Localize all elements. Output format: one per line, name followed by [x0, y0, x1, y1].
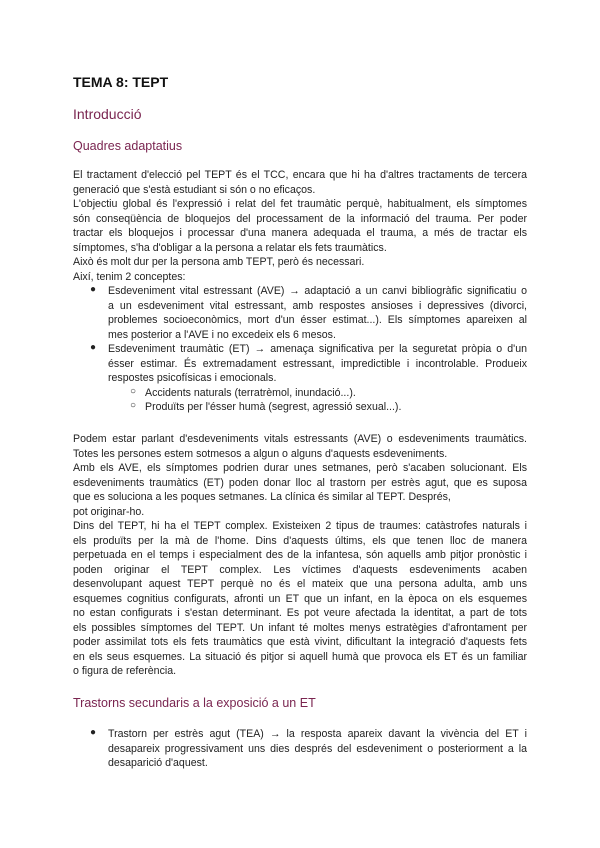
list-item-line: desapareix progressivament uns dies després del esdeveniment o posteriorment a la [108, 742, 527, 755]
bullet-dot: ● [90, 727, 97, 738]
paragraph-line: desenvolupant aquest TEPT perquè no és el mateix que una persona adulta, amb uns [73, 578, 527, 590]
paragraph-line: els produïts per la mà de l'home. Dins d'aquests últims, els que tenen lloc de manera [73, 534, 527, 547]
list-item-line: Esdeveniment traumàtic (ET) → amenaça significativa per la seguretat pròpia o d'un [108, 343, 527, 355]
list-item-line: mes posterior a l'AVE i no excedeix els 6 mesos. [108, 328, 336, 341]
paragraph-line: perpetuada en el temps i especialment des de la infantesa, són aquells amb pitjor pronòstic i [73, 549, 527, 561]
bullet-dot: ● [90, 284, 97, 295]
list-item-line: problemes socioeconòmics, mort d'un ésser estimat...). Els símptomes apareixen al [108, 314, 527, 326]
paragraph-line: Podem estar parlant d'esdeveniments vitals estressants (AVE) o esdeveniments traumàtics. [73, 433, 527, 445]
paragraph-line: pot originar-ho. [73, 505, 145, 518]
bullet-dot: ● [90, 342, 97, 353]
list-item-line: desaparició d'aquest. [108, 757, 208, 769]
paragraph-line: esdeveniments traumàtics (ET) poden donar lloc al trastorn per estrès agut, que es suposa [73, 476, 527, 489]
paragraph-line: L'objectiu global és l'expressió i relat del fet traumàtic perquè, habitualment, els símptomes [73, 198, 527, 210]
paragraph-line: són conseqüència de bloquejos del processament de la informació del trauma. Per poder [73, 212, 527, 225]
paragraph-line: en els seus esquemes. La situació és pitjor si aquell humà que provoca els ET és un familiar [73, 650, 527, 663]
subsection-heading-quadres: Quadres adaptatius [73, 139, 183, 153]
paragraph-line: poden originar el TEPT complex. Les víctimes d'aquests esdeveniments acaben [73, 563, 527, 576]
paragraph-line: els possibles símptomes del TEPT. Un infant té moltes menys estratègies d'afrontament per [73, 621, 527, 634]
paragraph-line: no estan configurats i s'estan determinant. Es pot veure afectada la identitat, a part de tots [73, 607, 527, 619]
paragraph-line: Així, tenim 2 conceptes: [73, 270, 186, 283]
paragraph-line: poder assimilat tots els fets traumàtics que està vivint, dificultant la integració d'aquests fets [73, 636, 527, 648]
paragraph-line: generació que s'està estudiant si són o no eficaços. [73, 183, 316, 196]
sub-list-item: Accidents naturals (terratrèmol, inundació...). [145, 386, 356, 399]
list-item-line: Trastorn per estrès agut (TEA) → la resposta apareix davant la vivència del ET i [108, 728, 527, 740]
list-item-line: respostes psicofísicas i emocionals. [108, 372, 277, 384]
paragraph-line: Totes les persones estem sotmesos a algun o alguns d'aquests esdeveniments. [73, 447, 448, 460]
sub-list-item: Produïts per l'ésser humà (segrest, agressió sexual...). [145, 401, 402, 413]
paragraph-line: esquemes cognitius configurats, afronti un ET que un infant, en la època on els esquemes [73, 592, 527, 605]
paragraph-line: Amb els AVE, els símptomes podrien durar unes setmanes, però s'acaben solucionant. Els [73, 462, 527, 474]
sub-bullet-circle: ○ [130, 385, 137, 397]
document-title: TEMA 8: TEPT [73, 74, 169, 90]
paragraph-line: tractar els bloquejos i processar d'una manera adequada el trauma, a més de tractar els [73, 227, 527, 239]
paragraph-line: Això és molt dur per la persona amb TEPT, però és necessari. [73, 256, 365, 268]
sub-bullet-circle: ○ [130, 400, 137, 411]
paragraph-line: El tractament d'elecció pel TEPT és el TCC, encara que hi ha d'altres tractaments de tercera [73, 169, 527, 181]
list-item-line: a un esdeveniment vital estressant, amb respostes ansioses i depressives (divorci, [108, 299, 527, 312]
paragraph-line: Dins del TEPT, hi ha el TEPT complex. Existeixen 2 tipus de traumes: catàstrofes naturals i [73, 520, 527, 532]
paragraph-line: o figura de referència. [73, 665, 177, 677]
section-heading: Introducció [73, 106, 142, 122]
list-item-line: ésser estimar. És extremadament estressant, impredictible i incontrolable. Produeix [108, 357, 527, 370]
list-item-line: Esdeveniment vital estressant (AVE) → adaptació a un canvi bibliogràfic significatiu o [108, 285, 527, 297]
subsection-heading-trastorns: Trastorns secundaris a la exposició a un ET [73, 696, 316, 710]
paragraph-line: símptomes, s'ha d'obligar a la persona a relatar els fets traumàtics. [73, 241, 387, 254]
paragraph-line: que es soluciona a les poques setmanes. La clínica és similar al TEPT. Després, [73, 491, 451, 503]
